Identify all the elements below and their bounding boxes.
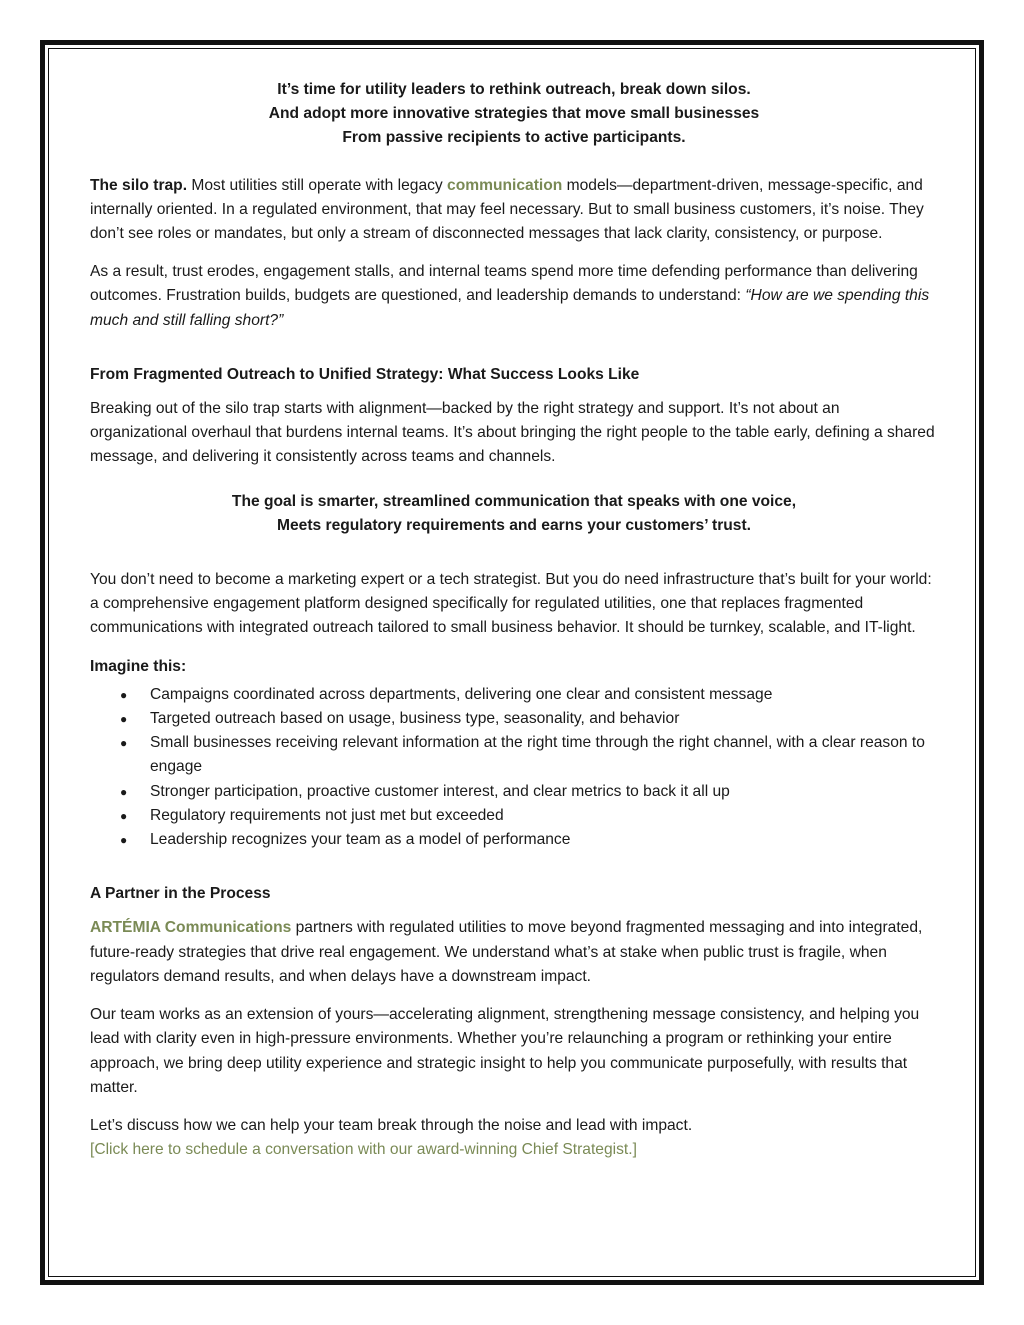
section-heading-partner: A Partner in the Process — [90, 885, 271, 903]
closing-line: Let’s discuss how we can help your team break through the noise and lead with impact. — [90, 1116, 693, 1134]
bullet-icon: ● — [120, 712, 128, 727]
result-quote: “How are we spending this much and still falling short?” — [90, 287, 930, 329]
goal-block — [90, 490, 938, 538]
silo-text-after: models—department-driven, message-specific, and internally oriented. In a regulated environment, that may feel necessary. But to small business customers, it’s noise. They don’t see roles or mandates, but only a stream of disconnected messages that lack clarity, consistency, or purpose. — [90, 176, 924, 243]
result-text: As a result, trust erodes, engagement stalls, and internal teams spend more time defending performance than delivering outcomes. Frustration builds, budgets are questioned, and leadership demands to understand: — [90, 263, 918, 305]
intro-block — [90, 78, 938, 151]
list-item: ● Targeted outreach based on usage, business type, seasonality, and behavior — [90, 707, 938, 731]
imagine-list — [90, 683, 938, 852]
list-item: ● Leadership recognizes your team as a model of performance — [90, 828, 938, 852]
silo-breakout-paragraph: Breaking out of the silo trap starts with alignment—backed by the right strategy and support. It’s not about an organizational overhaul that burdens internal teams. It’s about bringing the right people to the table early, defining a shared message, and delivering it consistently across teams and channels. — [90, 400, 935, 466]
intro-line-2: And adopt more innovative strategies that move small businesses — [268, 105, 760, 123]
team-paragraph: Our team works as an extension of yours—accelerating alignment, strengthening message consistency, and helping you lead with clarity even in high-pressure environments. Whether you’re relaunching a program or rethinking your entire approach, we bring deep utility experience and strategic insight to help you communicate purposefully, with results that matter. — [90, 1006, 920, 1096]
silo-trap-paragraph — [90, 174, 938, 247]
result-paragraph — [90, 260, 938, 333]
list-item: ● Regulatory requirements not just met but exceeded — [90, 804, 938, 828]
list-item: ● Stronger participation, proactive customer interest, and clear metrics to back it all up — [90, 780, 938, 804]
bullet-icon: ● — [120, 687, 128, 702]
bullet-icon: ● — [120, 736, 128, 751]
infrastructure-paragraph: You don’t need to become a marketing expert or a tech strategist. But you do need infrastructure that’s built for your world: a comprehensive engagement platform designed specifically for regulated utilities, one that replaces fragmented communications with integrated outreach tailored to small business behavior. It should be turnkey, scalable, and IT-light. — [90, 571, 932, 637]
bullet-icon: ● — [120, 784, 128, 799]
communication-highlight: communication — [447, 176, 563, 194]
partner-paragraph-text: partners with regulated utilities to move beyond fragmented messaging and into integrated, future-ready strategies that drive real engagement. We understand what’s at stake when public trust is fragile, when regulators demand results, and when delays have a downstream impact. — [90, 919, 923, 985]
bullet-icon: ● — [120, 833, 128, 848]
silo-trap-lead: The silo trap. — [90, 176, 188, 194]
list-item: ● Campaigns coordinated across departments, delivering one clear and consistent message — [90, 683, 938, 707]
schedule-conversation-link[interactable]: [Click here to schedule a conversation with our award-winning Chief Strategist.] — [90, 1141, 637, 1159]
partner-paragraph — [90, 916, 938, 989]
brand-name: ARTÉMIA Communications — [90, 919, 292, 937]
bullet-icon: ● — [120, 808, 128, 823]
silo-text-before: Most utilities still operate with legacy — [187, 176, 448, 194]
document-body — [90, 78, 938, 1162]
goal-line-1: The goal is smarter, streamlined communication that speaks with one voice, — [231, 492, 797, 510]
imagine-heading: Imagine this: — [90, 657, 187, 675]
section-heading-unified-strategy: From Fragmented Outreach to Unified Strategy: What Success Looks Like — [90, 365, 640, 383]
intro-line-3: From passive recipients to active participants. — [342, 129, 686, 147]
intro-line-1: It’s time for utility leaders to rethink outreach, break down silos. — [277, 81, 751, 98]
list-item: ● Small businesses receiving relevant information at the right time through the right channel, with a clear reason to engage — [90, 731, 938, 779]
goal-line-2: Meets regulatory requirements and earns your customers’ trust. — [276, 516, 752, 534]
